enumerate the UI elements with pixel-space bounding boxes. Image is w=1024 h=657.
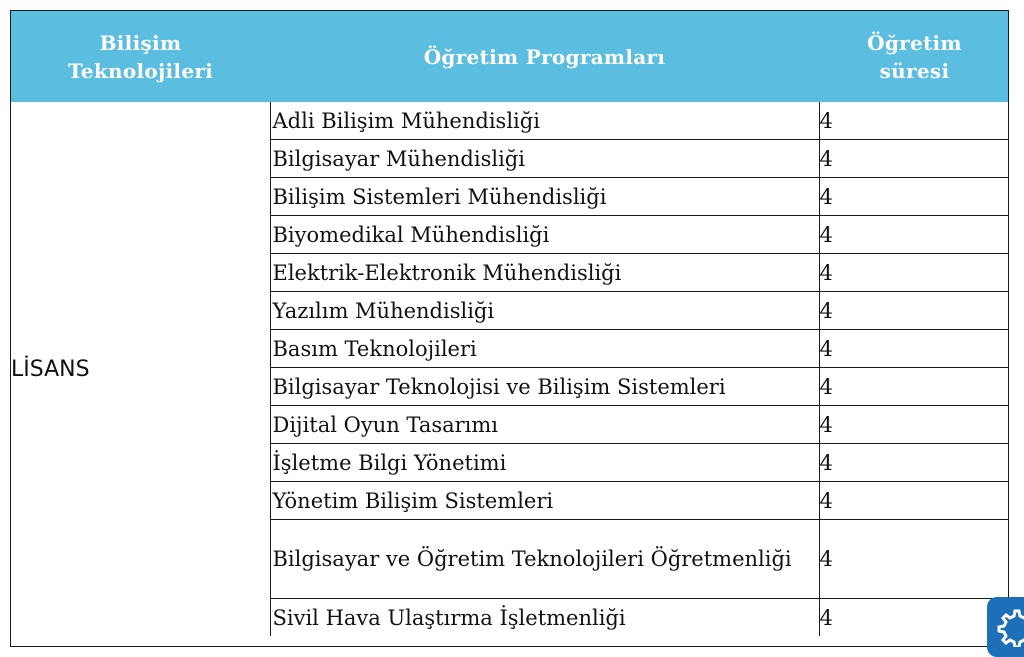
corner-settings-badge[interactable] — [987, 597, 1024, 657]
program-name: Yazılım Mühendisliği — [270, 292, 819, 330]
program-duration: 4 — [819, 368, 1009, 406]
program-duration: 4 — [819, 330, 1009, 368]
program-name: Adli Bilişim Mühendisliği — [270, 102, 819, 140]
header-field: Bilişim Teknolojileri — [11, 11, 270, 102]
program-name: Yönetim Bilişim Sistemleri — [270, 482, 819, 520]
program-name: Bilişim Sistemleri Mühendisliği — [270, 178, 819, 216]
program-name: Biyomedikal Mühendisliği — [270, 216, 819, 254]
program-duration: 4 — [819, 444, 1009, 482]
program-duration: 4 — [819, 140, 1009, 178]
program-duration: 4 — [819, 482, 1009, 520]
program-name: Elektrik-Elektronik Mühendisliği — [270, 254, 819, 292]
program-duration: 4 — [819, 216, 1009, 254]
gear-icon — [995, 607, 1024, 647]
program-name: Sivil Hava Ulaştırma İşletmenliği — [270, 599, 819, 637]
programs-table-frame — [10, 10, 1009, 647]
program-name: Bilgisayar ve Öğretim Teknolojileri Öğretmenliği — [270, 520, 819, 599]
program-duration: 4 — [819, 178, 1009, 216]
table-header-row — [11, 11, 1009, 102]
program-name: İşletme Bilgi Yönetimi — [270, 444, 819, 482]
program-name: Basım Teknolojileri — [270, 330, 819, 368]
header-duration: Öğretim süresi — [819, 11, 1009, 102]
program-duration: 4 — [819, 406, 1009, 444]
program-name: Bilgisayar Teknolojisi ve Bilişim Sistemleri — [270, 368, 819, 406]
program-name: Bilgisayar Mühendisliği — [270, 140, 819, 178]
program-duration: 4 — [819, 254, 1009, 292]
program-name: Dijital Oyun Tasarımı — [270, 406, 819, 444]
degree-level: LİSANS — [11, 102, 270, 636]
header-programs: Öğretim Programları — [270, 11, 819, 102]
program-duration: 4 — [819, 520, 1009, 599]
programs-table — [11, 11, 1009, 636]
program-duration: 4 — [819, 292, 1009, 330]
program-duration: 4 — [819, 599, 1009, 637]
program-duration: 4 — [819, 102, 1009, 140]
table-row — [11, 102, 1009, 140]
